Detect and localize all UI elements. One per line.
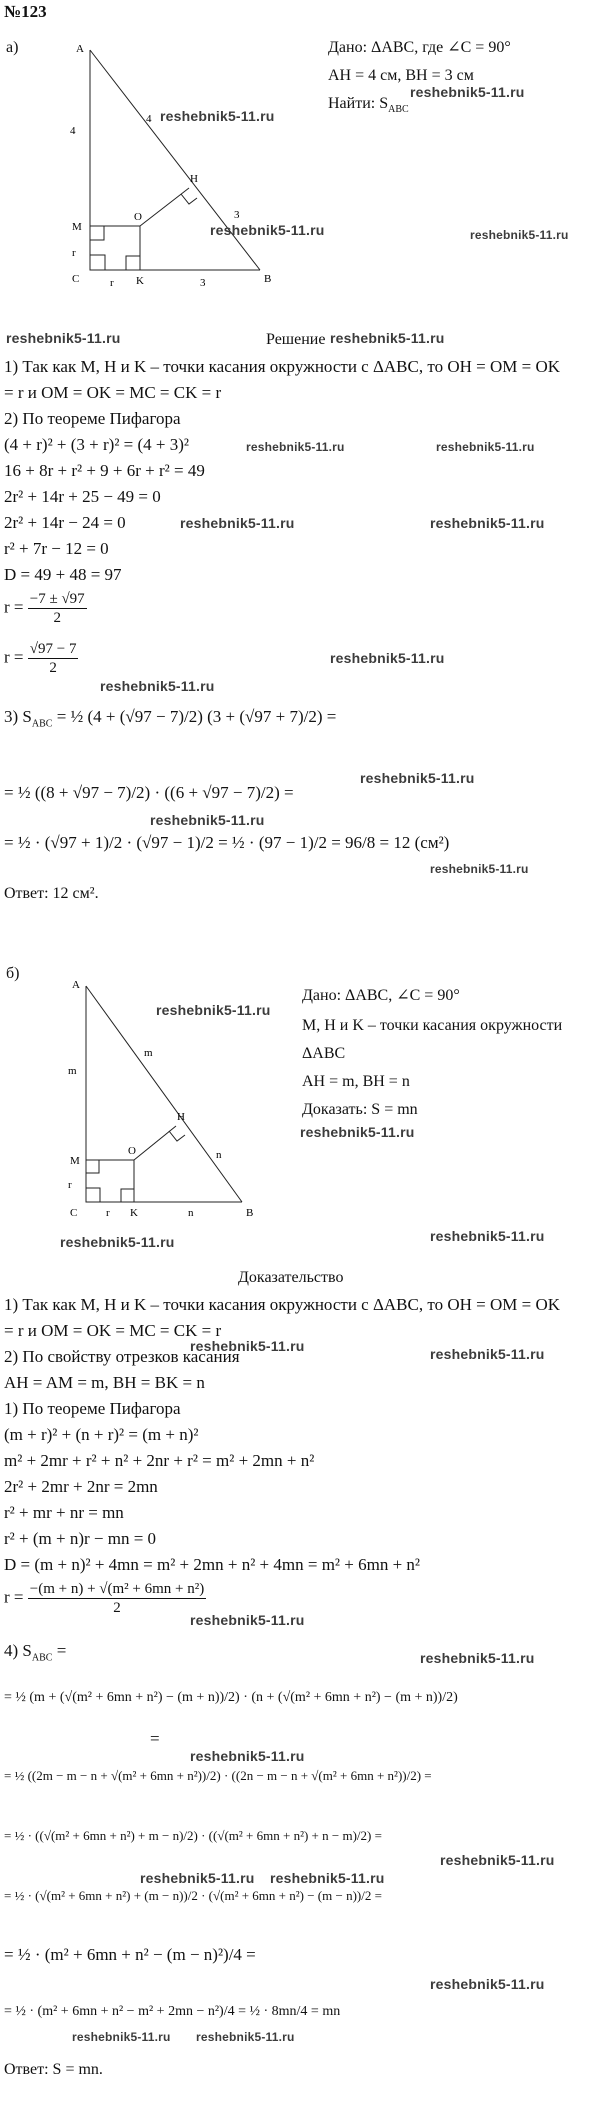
area-label-a: 3) S (4, 707, 32, 726)
solution-step-9: D = 49 + 48 = 97 (4, 565, 122, 584)
area-sub-a: ABC (31, 718, 53, 730)
area-sub-b: ABC (31, 1652, 53, 1664)
side-ab (86, 986, 242, 1202)
right-angle-c (86, 1188, 100, 1202)
root-formula-b (4, 1580, 206, 1617)
vertex-o: O (128, 1145, 136, 1157)
area-line-b-7: = ½ · (m² + 6mn + n² − m² + 2mn − n²)/4 = ½ · 8mn/4 = mn (4, 2004, 341, 2019)
proof-step-2: = r и OM = OK = MC = CK = r (4, 1321, 222, 1340)
solution-step-8: r² + 7r − 12 = 0 (4, 539, 109, 558)
proof-step-5: 1) По теореме Пифагора (4, 1399, 181, 1418)
root-formula-a (4, 590, 87, 627)
watermark: reshebnik5-11.ru (430, 1346, 545, 1362)
solution-step-3: 2) По теореме Пифагора (4, 409, 181, 428)
vertex-b: B (246, 1207, 254, 1219)
fraction-den: 2 (28, 658, 79, 677)
proof-step-10: r² + (m + n)r − mn = 0 (4, 1529, 157, 1548)
label-ah: 4 (146, 113, 152, 125)
area-step-a (4, 706, 336, 735)
watermark: reshebnik5-11.ru (470, 228, 569, 242)
vertex-c: C (70, 1207, 78, 1219)
label-ck: r (106, 1207, 110, 1219)
watermark: reshebnik5-11.ru (72, 2030, 171, 2044)
given-b-line2: M, H и K – точки касания окружности (302, 1017, 563, 1034)
positive-root-a-fraction (28, 640, 79, 677)
watermark: reshebnik5-11.ru (156, 1002, 271, 1018)
watermark: reshebnik5-11.ru (360, 770, 475, 786)
watermark: reshebnik5-11.ru (430, 515, 545, 531)
watermark: reshebnik5-11.ru (246, 440, 345, 454)
right-angle-c (90, 255, 105, 270)
label-ck: r (110, 277, 114, 289)
given-b-line5: Доказать: S = mn (302, 1101, 418, 1118)
positive-root-a-prefix: r = (4, 647, 24, 667)
right-angle-k (121, 1189, 134, 1202)
solution-step-2: = r и OM = OK = MC = CK = r (4, 383, 222, 402)
label-mc: r (68, 1179, 72, 1191)
root-formula-b-fraction (28, 1580, 207, 1617)
watermark: reshebnik5-11.ru (430, 862, 529, 876)
label-mc: r (72, 247, 76, 259)
watermark: reshebnik5-11.ru (440, 1852, 555, 1868)
label-hb: 3 (234, 209, 240, 221)
watermark: reshebnik5-11.ru (430, 1976, 545, 1992)
problem-number: №123 (4, 2, 47, 21)
proof-step-7: m² + 2mr + r² + n² + 2nr + r² = m² + 2mn + n² (4, 1451, 315, 1470)
area-eq-b: = (56, 1641, 67, 1660)
vertex-o: O (134, 211, 142, 223)
proof-step-1: 1) Так как M, H и K – точки касания окружности с ΔABC, то OH = OM = OK (4, 1295, 560, 1314)
right-angle-h (169, 1131, 185, 1141)
watermark: reshebnik5-11.ru (140, 1870, 255, 1886)
label-am: m (68, 1065, 77, 1077)
proof-step-8: 2r² + 2mr + 2nr = 2mn (4, 1477, 158, 1496)
given-b-line1: Дано: ΔABC, ∠C = 90° (302, 987, 460, 1004)
watermark: reshebnik5-11.ru (100, 678, 215, 694)
watermark: reshebnik5-11.ru (210, 222, 325, 238)
proof-step-6: (m + r)² + (n + r)² = (m + n)² (4, 1425, 199, 1444)
proof-step-3: 2) По свойству отрезков касания (4, 1347, 240, 1366)
watermark: reshebnik5-11.ru (420, 1650, 535, 1666)
watermark: reshebnik5-11.ru (6, 330, 121, 346)
watermark: reshebnik5-11.ru (190, 1338, 305, 1354)
given-a-line2: AH = 4 см, BH = 3 см (328, 67, 474, 84)
vertex-h: H (190, 173, 198, 185)
solution-step-5: 16 + 8r + r² + 9 + 6r + r² = 49 (4, 461, 205, 480)
find-a-text: Найти: S (328, 95, 389, 112)
watermark: reshebnik5-11.ru (180, 515, 295, 531)
watermark: reshebnik5-11.ru (160, 108, 275, 124)
proof-step-4: AH = AM = m, BH = BK = n (4, 1373, 205, 1392)
watermark: reshebnik5-11.ru (300, 1124, 415, 1140)
given-b-line4: AH = m, BH = n (302, 1073, 410, 1090)
label-kb: n (188, 1207, 194, 1219)
label-ah: m (144, 1047, 153, 1059)
watermark: reshebnik5-11.ru (430, 1228, 545, 1244)
right-angle-k (126, 256, 140, 270)
radius-oh (140, 188, 189, 226)
proof-title: Доказательство (238, 1269, 344, 1286)
root-formula-a-prefix: r = (4, 597, 24, 617)
find-a-sub: ABC (388, 104, 409, 116)
watermark: reshebnik5-11.ru (410, 84, 525, 100)
vertex-k: K (130, 1207, 138, 1219)
find-a (328, 94, 409, 120)
area-formula-a: = ½ (4 + (√97 − 7)/2) (3 + (√97 + 7)/2) = (56, 707, 337, 726)
label-kb: 3 (200, 277, 206, 289)
solution-title: Решение (266, 331, 326, 348)
watermark: reshebnik5-11.ru (150, 812, 265, 828)
given-b-line3: ΔABC (302, 1045, 346, 1062)
proof-step-11: D = (m + n)² + 4mn = m² + 2mn + n² + 4mn = m² + 6mn + n² (4, 1555, 421, 1574)
label-am: 4 (70, 125, 76, 137)
area-line-b-6: = ½ · (m² + 6mn + n² − (m − n)²)/4 = (4, 1945, 256, 1964)
fraction-num: √97 − 7 (29, 641, 77, 657)
vertex-h: H (177, 1111, 185, 1123)
part-a-triangle-diagram (40, 30, 280, 300)
vertex-c: C (72, 273, 80, 285)
area-line-b-3: = ½ ((2m − m − n + √(m² + 6mn + n²))/2) · ((2n − m − n + √(m² + 6mn + n²))/2) = (4, 1768, 432, 1783)
watermark: reshebnik5-11.ru (60, 1234, 175, 1250)
positive-root-a (4, 640, 78, 677)
root-formula-a-fraction (28, 590, 87, 627)
given-a-line1: Дано: ΔABC, где ∠C = 90° (328, 39, 511, 56)
answer-a: Ответ: 12 см². (4, 885, 99, 902)
solution-step-7: 2r² + 14r − 24 = 0 (4, 513, 126, 532)
watermark: reshebnik5-11.ru (190, 1748, 305, 1764)
area-line-a-2: = ½ ((8 + √97 − 7)/2) · ((6 + √97 − 7)/2) = (4, 783, 294, 802)
watermark: reshebnik5-11.ru (196, 2030, 295, 2044)
watermark: reshebnik5-11.ru (270, 1870, 385, 1886)
area-label-b: 4) S (4, 1641, 32, 1660)
vertex-a: A (72, 979, 80, 991)
area-step-b (4, 1640, 66, 1669)
vertex-m: M (72, 221, 82, 233)
vertex-b: B (264, 273, 272, 285)
vertex-a: A (76, 43, 84, 55)
area-line-b-1: = ½ (m + (√(m² + 6mn + n²) − (m + n))/2) · (n + (√(m² + 6mn + n²) − (m + n))/2) (4, 1690, 458, 1705)
part-b-label: б) (6, 965, 20, 982)
vertex-m: M (70, 1155, 80, 1167)
solution-step-1: 1) Так как M, H и K – точки касания окружности с ΔABC, то OH = OM = OK (4, 357, 560, 376)
fraction-den: 2 (28, 608, 87, 627)
label-hb: n (216, 1149, 222, 1161)
watermark: reshebnik5-11.ru (190, 1612, 305, 1628)
fraction-num: −(m + n) + √(m² + 6mn + n²) (29, 1581, 205, 1597)
part-a-label: а) (6, 39, 19, 56)
fraction-den: 2 (28, 1598, 207, 1617)
proof-step-9: r² + mr + nr = mn (4, 1503, 124, 1522)
area-line-a-3: = ½ · (√97 + 1)/2 · (√97 − 1)/2 = ½ · (97 − 1)/2 = 96/8 = 12 (см²) (4, 833, 450, 852)
watermark: reshebnik5-11.ru (330, 650, 445, 666)
area-line-b-5: = ½ · (√(m² + 6mn + n²) + (m − n))/2 · (√(m² + 6mn + n²) − (m − n))/2 = (4, 1888, 382, 1903)
right-angle-m (90, 226, 104, 240)
solution-step-4: (4 + r)² + (3 + r)² = (4 + 3)² (4, 435, 190, 454)
root-formula-b-prefix: r = (4, 1587, 24, 1607)
solution-step-6: 2r² + 14r + 25 − 49 = 0 (4, 487, 161, 506)
fraction-num: −7 ± √97 (29, 591, 85, 607)
right-angle-m (86, 1160, 99, 1173)
right-angle-h (181, 194, 197, 204)
answer-b: Ответ: S = mn. (4, 2061, 103, 2078)
watermark: reshebnik5-11.ru (330, 330, 445, 346)
area-line-b-4: = ½ · ((√(m² + 6mn + n²) + m − n)/2) · ((√(m² + 6mn + n²) + n − m)/2) = (4, 1828, 382, 1843)
watermark: reshebnik5-11.ru (436, 440, 535, 454)
area-line-b-2: = (150, 1729, 160, 1748)
vertex-k: K (136, 275, 144, 287)
